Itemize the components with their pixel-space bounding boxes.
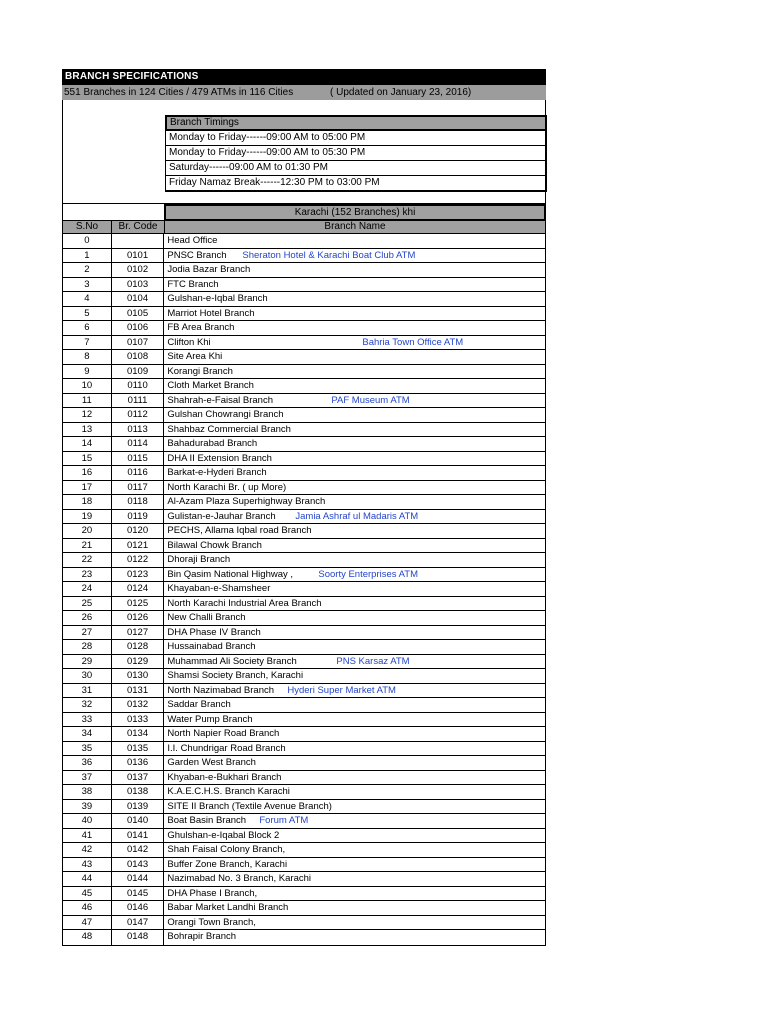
cell-branch-code: 0109 bbox=[112, 365, 165, 379]
cell-sno: 4 bbox=[63, 292, 112, 306]
cell-branch-code: 0115 bbox=[112, 452, 165, 466]
updated-date: ( Updated on January 23, 2016) bbox=[330, 87, 472, 98]
cell-branch-name bbox=[164, 611, 545, 625]
branch-name-text: North Napier Road Branch bbox=[167, 728, 280, 739]
cell-branch-code: 0137 bbox=[112, 771, 165, 785]
branch-name-text: Muhammad Ali Society Branch bbox=[167, 655, 297, 667]
cell-branch-code: 0133 bbox=[112, 713, 165, 727]
table-row bbox=[63, 379, 545, 394]
table-row bbox=[63, 307, 545, 322]
table-row bbox=[63, 365, 545, 380]
branch-name-text: Site Area Khi bbox=[167, 351, 223, 362]
cell-branch-name bbox=[164, 742, 545, 756]
atm-location: Hyderi Super Market ATM bbox=[287, 684, 396, 696]
cell-sno: 38 bbox=[63, 785, 112, 799]
table-row bbox=[63, 887, 545, 902]
cell-branch-code: 0110 bbox=[112, 379, 165, 393]
cell-sno: 41 bbox=[63, 829, 112, 843]
timing-row: Saturday------09:00 AM to 01:30 PM bbox=[165, 161, 547, 176]
timing-row: Monday to Friday------09:00 AM to 05:00 PM bbox=[165, 131, 547, 146]
cell-branch-code: 0114 bbox=[112, 437, 165, 451]
table-row bbox=[63, 466, 545, 481]
cell-branch-name bbox=[164, 727, 545, 741]
branch-table-body bbox=[62, 234, 546, 946]
cell-branch-code: 0138 bbox=[112, 785, 165, 799]
branch-name-text: Shahbaz Commercial Branch bbox=[167, 423, 291, 435]
cell-branch-name bbox=[164, 713, 545, 727]
table-row bbox=[63, 669, 545, 684]
branch-name-text: DHA Phase IV Branch bbox=[167, 626, 261, 638]
cell-sno: 34 bbox=[63, 727, 112, 741]
branch-name-text: FB Area Branch bbox=[167, 322, 235, 333]
branch-name-text: I.I. Chundrigar Road Branch bbox=[167, 742, 286, 754]
cell-sno: 11 bbox=[63, 394, 112, 408]
cell-sno: 5 bbox=[63, 307, 112, 321]
branch-count-summary: 551 Branches in 124 Cities / 479 ATMs in 116 Cities bbox=[64, 87, 294, 98]
cell-sno: 36 bbox=[63, 756, 112, 770]
cell-branch-code: 0143 bbox=[112, 858, 165, 872]
cell-sno: 1 bbox=[63, 249, 112, 263]
table-row bbox=[63, 684, 545, 699]
cell-branch-code: 0121 bbox=[112, 539, 165, 553]
branch-name-text: Babar Market Landhi Branch bbox=[167, 902, 289, 913]
cell-branch-name bbox=[164, 394, 545, 408]
cell-sno: 42 bbox=[63, 843, 112, 857]
cell-branch-code: 0112 bbox=[112, 408, 165, 422]
table-row bbox=[63, 568, 545, 583]
cell-branch-code: 0141 bbox=[112, 829, 165, 843]
cell-branch-code: 0134 bbox=[112, 727, 165, 741]
branch-name-text: Hussainabad Branch bbox=[167, 641, 256, 652]
region-header: Karachi (152 Branches) khi bbox=[164, 204, 546, 220]
cell-branch-name bbox=[164, 843, 545, 857]
cell-branch-name bbox=[164, 814, 545, 828]
atm-location: Sheraton Hotel & Karachi Boat Club ATM bbox=[242, 249, 416, 261]
table-row bbox=[63, 713, 545, 728]
branch-name-text: Ghulshan-e-Iqabal Block 2 bbox=[167, 829, 280, 841]
table-row bbox=[63, 930, 545, 945]
atm-location: Soorty Enterprises ATM bbox=[318, 568, 418, 580]
table-row bbox=[63, 814, 545, 829]
branch-name-text: Shah Faisal Colony Branch, bbox=[167, 844, 286, 855]
spreadsheet bbox=[62, 69, 546, 946]
table-row bbox=[63, 858, 545, 873]
cell-branch-name bbox=[164, 785, 545, 799]
cell-branch-name bbox=[164, 249, 545, 263]
cell-branch-code: 0136 bbox=[112, 756, 165, 770]
branch-name-text: Gulistan-e-Jauhar Branch bbox=[167, 510, 276, 522]
table-row bbox=[63, 611, 545, 626]
cell-sno: 27 bbox=[63, 626, 112, 640]
cell-branch-code: 0103 bbox=[112, 278, 165, 292]
table-row bbox=[63, 481, 545, 496]
cell-branch-name bbox=[164, 698, 545, 712]
branch-name-text: New Challi Branch bbox=[167, 612, 246, 623]
cell-branch-name bbox=[164, 524, 545, 538]
cell-sno: 22 bbox=[63, 553, 112, 567]
table-row bbox=[63, 408, 545, 423]
timings-header: Branch Timings bbox=[165, 115, 547, 131]
branch-name-text: Shamsi Society Branch, Karachi bbox=[167, 670, 304, 681]
cell-sno: 14 bbox=[63, 437, 112, 451]
branch-name-text: Boat Basin Branch bbox=[167, 815, 247, 826]
cell-branch-code: 0124 bbox=[112, 582, 165, 596]
table-row bbox=[63, 785, 545, 800]
cell-branch-code: 0131 bbox=[112, 684, 165, 698]
cell-sno: 18 bbox=[63, 495, 112, 509]
table-row bbox=[63, 539, 545, 554]
timings-section bbox=[62, 100, 546, 204]
cell-branch-code: 0106 bbox=[112, 321, 165, 335]
table-row bbox=[63, 278, 545, 293]
cell-branch-name bbox=[164, 350, 545, 364]
sheet-title: BRANCH SPECIFICATIONS bbox=[62, 69, 546, 85]
branch-name-text: PECHS, Allama Iqbal road Branch bbox=[167, 525, 312, 536]
cell-branch-name bbox=[164, 539, 545, 553]
branch-name-text: Bilawal Chowk Branch bbox=[167, 539, 262, 551]
cell-branch-code: 0144 bbox=[112, 872, 165, 886]
cell-branch-name bbox=[164, 437, 545, 451]
cell-sno: 7 bbox=[63, 336, 112, 350]
branch-name-text: FTC Branch bbox=[167, 278, 219, 290]
cell-branch-code: 0117 bbox=[112, 481, 165, 495]
column-header-sno: S.No bbox=[63, 221, 112, 233]
table-row bbox=[63, 829, 545, 844]
branch-name-text: Korangi Branch bbox=[167, 365, 233, 377]
cell-branch-code: 0145 bbox=[112, 887, 165, 901]
table-row bbox=[63, 350, 545, 365]
cell-sno: 10 bbox=[63, 379, 112, 393]
atm-location: Forum ATM bbox=[259, 815, 309, 826]
cell-sno: 48 bbox=[63, 930, 112, 945]
branch-name-text: Head Office bbox=[167, 235, 218, 246]
cell-sno: 12 bbox=[63, 408, 112, 422]
cell-branch-name bbox=[164, 365, 545, 379]
cell-branch-name bbox=[164, 307, 545, 321]
cell-branch-name bbox=[164, 553, 545, 567]
cell-sno: 16 bbox=[63, 466, 112, 480]
atm-location: Jamia Ashraf ul Madaris ATM bbox=[295, 510, 419, 522]
cell-branch-name bbox=[164, 263, 545, 277]
cell-sno: 35 bbox=[63, 742, 112, 756]
table-row bbox=[63, 249, 545, 264]
branch-name-text: North Karachi Br. ( up More) bbox=[167, 481, 287, 493]
cell-branch-code: 0147 bbox=[112, 916, 165, 930]
cell-sno: 45 bbox=[63, 887, 112, 901]
cell-branch-name bbox=[164, 655, 545, 669]
table-row bbox=[63, 553, 545, 568]
branch-name-text: K.A.E.C.H.S. Branch Karachi bbox=[167, 786, 290, 797]
table-row bbox=[63, 452, 545, 467]
cell-sno: 3 bbox=[63, 278, 112, 292]
cell-branch-name bbox=[164, 292, 545, 306]
cell-branch-code: 0120 bbox=[112, 524, 165, 538]
table-row bbox=[63, 872, 545, 887]
table-row bbox=[63, 495, 545, 510]
branch-name-text: PNSC Branch bbox=[167, 249, 227, 261]
cell-sno: 40 bbox=[63, 814, 112, 828]
branch-name-text: Cloth Market Branch bbox=[167, 380, 254, 391]
table-row bbox=[63, 800, 545, 815]
branch-name-text: Jodia Bazar Branch bbox=[167, 264, 251, 275]
cell-branch-name bbox=[164, 568, 545, 582]
cell-branch-code: 0119 bbox=[112, 510, 165, 524]
cell-sno: 19 bbox=[63, 510, 112, 524]
timing-row: Friday Namaz Break------12:30 PM to 03:00 PM bbox=[165, 176, 547, 192]
table-row bbox=[63, 756, 545, 771]
cell-branch-code: 0127 bbox=[112, 626, 165, 640]
branch-name-text: Garden West Branch bbox=[167, 757, 256, 768]
cell-sno: 47 bbox=[63, 916, 112, 930]
table-row bbox=[63, 292, 545, 307]
cell-branch-code: 0140 bbox=[112, 814, 165, 828]
branch-name-text: Bohrapir Branch bbox=[167, 931, 237, 942]
cell-branch-name bbox=[164, 684, 545, 698]
table-row bbox=[63, 234, 545, 249]
branch-name-text: Khayaban-e-Shamsheer bbox=[167, 583, 271, 594]
branch-name-text: DHA II Extension Branch bbox=[167, 452, 272, 464]
branch-name-text: Khyaban-e-Bukhari Branch bbox=[167, 771, 282, 783]
blank-cell bbox=[62, 204, 164, 220]
table-row bbox=[63, 698, 545, 713]
cell-branch-code: 0118 bbox=[112, 495, 165, 509]
cell-branch-code: 0148 bbox=[112, 930, 165, 945]
cell-sno: 24 bbox=[63, 582, 112, 596]
column-header-name: Branch Name bbox=[324, 221, 386, 232]
cell-branch-code: 0126 bbox=[112, 611, 165, 625]
column-header-row bbox=[62, 220, 546, 234]
cell-sno: 32 bbox=[63, 698, 112, 712]
table-row bbox=[63, 640, 545, 655]
cell-branch-name bbox=[164, 800, 545, 814]
table-row bbox=[63, 510, 545, 525]
timing-row: Monday to Friday------09:00 AM to 05:30 PM bbox=[165, 146, 547, 161]
table-row bbox=[63, 582, 545, 597]
cell-sno: 17 bbox=[63, 481, 112, 495]
cell-sno: 30 bbox=[63, 669, 112, 683]
cell-sno: 33 bbox=[63, 713, 112, 727]
table-row bbox=[63, 901, 545, 916]
cell-sno: 46 bbox=[63, 901, 112, 915]
cell-branch-code: 0135 bbox=[112, 742, 165, 756]
cell-branch-name bbox=[164, 597, 545, 611]
table-row bbox=[63, 626, 545, 641]
cell-branch-name bbox=[164, 278, 545, 292]
cell-sno: 13 bbox=[63, 423, 112, 437]
branch-name-text: Bahadurabad Branch bbox=[167, 438, 258, 449]
cell-branch-name bbox=[164, 234, 545, 248]
cell-branch-code: 0129 bbox=[112, 655, 165, 669]
cell-sno: 28 bbox=[63, 640, 112, 654]
cell-sno: 37 bbox=[63, 771, 112, 785]
atm-location: PNS Karsaz ATM bbox=[336, 655, 410, 667]
table-row bbox=[63, 597, 545, 612]
cell-branch-name bbox=[164, 858, 545, 872]
branch-name-text: Barkat-e-Hyderi Branch bbox=[167, 467, 267, 478]
branch-name-text: Saddar Branch bbox=[167, 699, 231, 710]
branch-name-text: Water Pump Branch bbox=[167, 713, 253, 725]
cell-branch-code bbox=[112, 234, 165, 248]
cell-branch-name bbox=[164, 582, 545, 596]
cell-branch-name bbox=[164, 626, 545, 640]
table-row bbox=[63, 524, 545, 539]
cell-branch-code: 0142 bbox=[112, 843, 165, 857]
cell-sno: 31 bbox=[63, 684, 112, 698]
cell-branch-code: 0111 bbox=[112, 394, 165, 408]
cell-branch-name bbox=[164, 916, 545, 930]
branch-name-text: Dhoraji Branch bbox=[167, 554, 231, 565]
cell-sno: 26 bbox=[63, 611, 112, 625]
branch-timings-box bbox=[165, 115, 547, 192]
cell-branch-name bbox=[164, 495, 545, 509]
cell-branch-name bbox=[164, 771, 545, 785]
branch-name-text: Clifton Khi bbox=[167, 336, 211, 348]
summary-bar bbox=[62, 85, 546, 100]
cell-sno: 8 bbox=[63, 350, 112, 364]
cell-branch-name bbox=[164, 481, 545, 495]
branch-name-text: Orangi Town Branch, bbox=[167, 916, 256, 928]
table-row bbox=[63, 263, 545, 278]
cell-branch-name bbox=[164, 379, 545, 393]
table-row bbox=[63, 336, 545, 351]
table-row bbox=[63, 916, 545, 931]
table-row bbox=[63, 321, 545, 336]
table-row bbox=[63, 771, 545, 786]
cell-branch-name bbox=[164, 640, 545, 654]
cell-sno: 2 bbox=[63, 263, 112, 277]
cell-branch-name bbox=[164, 669, 545, 683]
table-row bbox=[63, 437, 545, 452]
cell-branch-name bbox=[164, 452, 545, 466]
branch-name-text: Gulshan-e-Iqbal Branch bbox=[167, 293, 268, 304]
cell-branch-code: 0107 bbox=[112, 336, 165, 350]
cell-branch-code: 0139 bbox=[112, 800, 165, 814]
branch-name-text: Marriot Hotel Branch bbox=[167, 307, 255, 319]
cell-sno: 21 bbox=[63, 539, 112, 553]
table-row bbox=[63, 742, 545, 757]
table-row bbox=[63, 655, 545, 670]
cell-branch-name bbox=[164, 829, 545, 843]
cell-sno: 29 bbox=[63, 655, 112, 669]
branch-name-text: DHA Phase I Branch, bbox=[167, 887, 258, 899]
cell-branch-name bbox=[164, 901, 545, 915]
cell-branch-name bbox=[164, 756, 545, 770]
cell-branch-code: 0146 bbox=[112, 901, 165, 915]
branch-name-text: North Nazimabad Branch bbox=[167, 684, 275, 696]
branch-name-text: Shahrah-e-Faisal Branch bbox=[167, 394, 273, 406]
atm-location: Bahria Town Office ATM bbox=[362, 336, 464, 348]
cell-branch-name bbox=[164, 408, 545, 422]
cell-sno: 15 bbox=[63, 452, 112, 466]
branch-name-text: North Karachi Industrial Area Branch bbox=[167, 597, 322, 609]
branch-name-text: Gulshan Chowrangi Branch bbox=[167, 409, 284, 420]
cell-branch-name bbox=[164, 887, 545, 901]
cell-branch-code: 0104 bbox=[112, 292, 165, 306]
table-row bbox=[63, 423, 545, 438]
cell-branch-code: 0101 bbox=[112, 249, 165, 263]
cell-branch-code: 0102 bbox=[112, 263, 165, 277]
cell-sno: 9 bbox=[63, 365, 112, 379]
cell-sno: 0 bbox=[63, 234, 112, 248]
cell-sno: 44 bbox=[63, 872, 112, 886]
cell-sno: 43 bbox=[63, 858, 112, 872]
cell-branch-code: 0125 bbox=[112, 597, 165, 611]
cell-branch-code: 0113 bbox=[112, 423, 165, 437]
column-header-code: Br. Code bbox=[112, 221, 165, 233]
cell-sno: 25 bbox=[63, 597, 112, 611]
cell-branch-name bbox=[164, 930, 545, 945]
cell-branch-code: 0130 bbox=[112, 669, 165, 683]
table-row bbox=[63, 394, 545, 409]
branch-name-text: SITE II Branch (Textile Avenue Branch) bbox=[167, 800, 332, 812]
cell-branch-name bbox=[164, 336, 545, 350]
cell-branch-code: 0108 bbox=[112, 350, 165, 364]
branch-name-text: Al-Azam Plaza Superhighway Branch bbox=[167, 496, 326, 507]
table-row bbox=[63, 727, 545, 742]
cell-branch-name bbox=[164, 510, 545, 524]
cell-branch-code: 0128 bbox=[112, 640, 165, 654]
branch-name-text: Buffer Zone Branch, Karachi bbox=[167, 858, 288, 870]
cell-sno: 39 bbox=[63, 800, 112, 814]
cell-branch-code: 0123 bbox=[112, 568, 165, 582]
table-row bbox=[63, 843, 545, 858]
cell-branch-name bbox=[164, 423, 545, 437]
cell-branch-code: 0132 bbox=[112, 698, 165, 712]
branch-name-text: Nazimabad No. 3 Branch, Karachi bbox=[167, 873, 312, 884]
cell-branch-name bbox=[164, 321, 545, 335]
region-header-row bbox=[62, 204, 546, 220]
cell-branch-code: 0116 bbox=[112, 466, 165, 480]
branch-name-text: Bin Qasim National Highway , bbox=[167, 568, 294, 580]
cell-sno: 20 bbox=[63, 524, 112, 538]
cell-sno: 6 bbox=[63, 321, 112, 335]
cell-branch-name bbox=[164, 872, 545, 886]
cell-branch-code: 0105 bbox=[112, 307, 165, 321]
cell-branch-code: 0122 bbox=[112, 553, 165, 567]
cell-branch-name bbox=[164, 466, 545, 480]
atm-location: PAF Museum ATM bbox=[331, 394, 410, 406]
cell-sno: 23 bbox=[63, 568, 112, 582]
